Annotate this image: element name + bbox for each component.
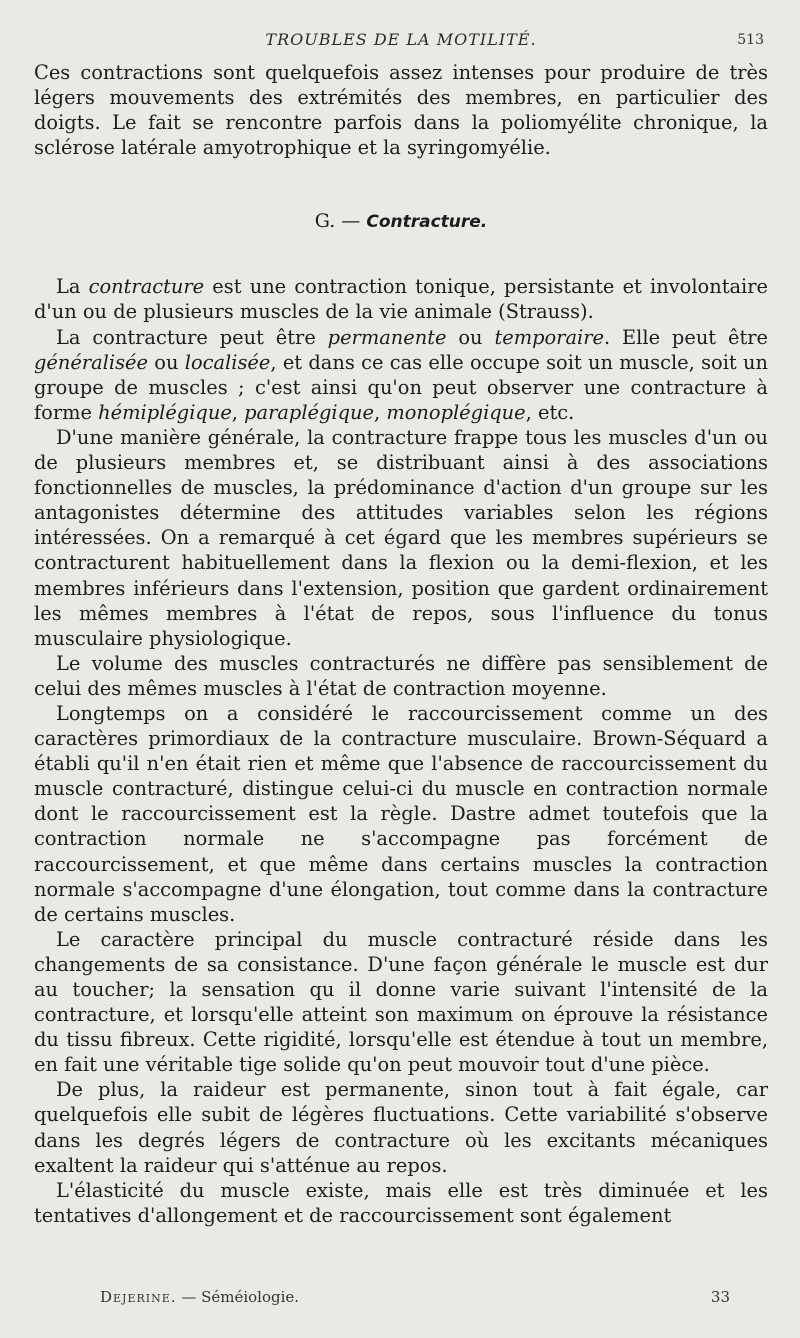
paragraph-distribution: D'une manière générale, la contracture frappe tous les muscles d'un ou de plusieurs membres et, se distribuant ainsi à des associations fonctionnelles de muscles, la prédominance d'action d'un groupe sur les antagonistes détermine des attitudes variables selon les régions intéressées. On a remarqué à cet égard que les membres supérieurs se contracturent habituellement dans la flexion ou la demi-flexion, et les membres inférieurs dans l'extension, position que gardent ordinairement les mêmes membres à l'état de repos, sous l'influence du tonus musculaire physiologique. [34, 425, 768, 650]
paragraph-shortening: Longtemps on a considéré le raccourcissement comme un des caractères primordiaux de la contracture musculaire. Brown-Séquard a établi qu'il n'en était rien et même que l'absence de raccourcissement du muscle contracturé, distingue celui-ci du muscle en contraction normale dont le raccourcissement est la règle. Dastre admet toutefois que la contraction normale ne s'accompagne pas forcément de raccourcissement, et que même dans certains muscles la contraction normale s'accompagne d'une élongation, tout comme dans la contracture de certains muscles. [34, 701, 768, 926]
paragraph-consistency: Le caractère principal du muscle contracturé réside dans les changements de sa consistance. D'une façon générale le muscle est dur au toucher; la sensation qu il donne varie suivant l'intensité de la contracture, et lorsqu'elle atteint son maximum on éprouve la résistance du tissu fibreux. Cette rigidité, lorsqu'elle est étendue à tout un membre, en fait une véritable tige solide qu'on peut mouvoir tout d'une pièce. [34, 927, 768, 1077]
footer-book: Séméiologie. [201, 1288, 300, 1306]
body-text [34, 60, 768, 1228]
section-letter: G. — [314, 210, 367, 233]
paragraph-volume: Le volume des muscles contracturés ne diffère pas sensiblement de celui des mêmes muscles à l'état de contraction moyenne. [34, 651, 768, 700]
paragraph-intro: Ces contractions sont quelquefois assez intenses pour produire de très légers mouvements des extrémités des membres, en particulier des doigts. Le fait se rencontre parfois dans la poliomyélite chronique, la sclérose latérale amyotrophique et la syringomyélie. [34, 61, 768, 160]
page-number: 513 [737, 32, 764, 48]
paragraph-definition: La contracture est une contraction tonique, persistante et involontaire d'un ou de plusieurs muscles de la vie animale (Strauss). [34, 275, 768, 324]
page-header [34, 26, 768, 60]
running-title: TROUBLES DE LA MOTILITÉ. [265, 30, 537, 49]
section-title: Contracture. [366, 212, 488, 233]
paragraph-elasticity: L'élasticité du muscle existe, mais elle est très diminuée et les tentatives d'allongement et de raccourcissement sont également [34, 1178, 768, 1227]
section-heading [34, 210, 768, 232]
footer-signature: Dejerine. — Séméiologie. [100, 1288, 300, 1306]
sheet-number: 33 [710, 1288, 730, 1306]
paragraph-stiffness: De plus, la raideur est permanente, sinon tout à fait égale, car quelquefois elle subit de légères fluctuations. Cette variabilité s'observe dans les degrés légers de contracture où les excitants mécaniques exaltent la raideur qui s'atténue au repos. [34, 1078, 768, 1177]
footer-author: Dejerine. [100, 1288, 177, 1306]
term-contracture: contracture [88, 275, 205, 299]
paragraph-types: La contracture peut être permanente ou temporaire. Elle peut être généralisée ou localisée, et dans ce cas elle occupe soit un muscle, soit un groupe de muscles ; c'est ainsi qu'on peut observer une contracture à forme hémiplégique, paraplégique, monoplégique, etc. [34, 325, 768, 424]
